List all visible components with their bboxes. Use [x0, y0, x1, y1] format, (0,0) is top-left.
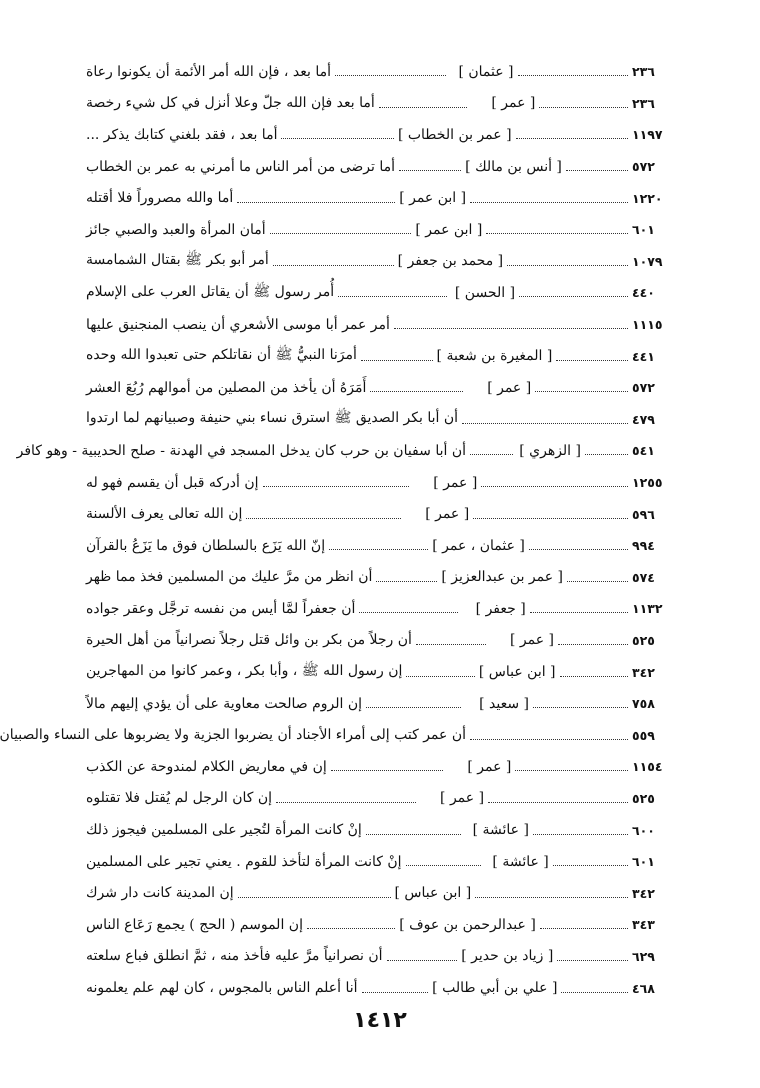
index-entry — [86, 277, 676, 309]
narrator-name: [ عمر ] — [433, 474, 478, 491]
index-entry — [86, 846, 676, 878]
dot-leader — [475, 897, 628, 898]
page-reference: ١١٣٢ — [632, 601, 663, 617]
narrator-name: [ علي بن أبي طالب ] — [432, 980, 558, 997]
dot-leader — [406, 865, 481, 866]
dot-leader — [329, 549, 428, 550]
page-reference: ٥٧٤ — [632, 569, 655, 585]
narrator-name: [ ابن عباس ] — [478, 664, 556, 681]
dot-leader — [561, 992, 628, 993]
hadith-text: أن رجلاً من بكر بن وائل قتل رجلاً نصرانياً من أهل الحيرة — [86, 632, 412, 649]
index-entry — [86, 909, 676, 941]
index-entry — [0, 719, 676, 751]
page-reference: ٤٤٠ — [632, 285, 655, 301]
hadith-text: أن عمر كتب إلى أمراء الأجناد أن يضربوا الجزية ولا يضربوها على النساء والصبيان — [0, 727, 466, 744]
dot-leader — [470, 739, 628, 740]
page-reference: ٥٩٦ — [632, 506, 655, 522]
dot-leader — [539, 107, 628, 108]
page-reference: ٤٧٩ — [632, 411, 655, 427]
dot-leader — [507, 265, 628, 266]
page-reference: ٤٤١ — [632, 348, 655, 364]
narrator-name: [ ابن عمر ] — [399, 190, 467, 207]
dot-leader — [566, 170, 628, 171]
page-reference: ١١٥٤ — [632, 759, 663, 775]
narrator-name: [ عثمان ] — [458, 63, 514, 80]
narrator-name: [ ابن عمر ] — [415, 221, 483, 238]
hadith-text: إن في معاريض الكلام لمندوحة عن الكذب — [86, 758, 327, 775]
dot-leader — [553, 865, 628, 866]
narrator-name: [ عائشة ] — [472, 822, 529, 839]
dot-leader — [362, 992, 429, 993]
narrator-name: [ المغيرة بن شعبة ] — [436, 348, 553, 365]
dot-leader — [281, 138, 393, 139]
hadith-text: إن المدينة كانت دار شرك — [86, 885, 234, 902]
index-entry — [86, 56, 676, 88]
hadith-text: أمان المرأة والعبد والصبي جائز — [86, 221, 266, 238]
page-reference: ٦٠١ — [632, 222, 655, 238]
hadith-text: أن أبا بكر الصديق ﷺ استرق نساء بني حنيفة وصبيانهم لما ارتدوا — [86, 410, 459, 427]
dot-leader — [238, 897, 391, 898]
page-reference: ١٢٢٠ — [632, 190, 663, 206]
page-reference: ٥٥٩ — [632, 727, 655, 743]
narrator-name: [ زياد بن حدير ] — [461, 948, 554, 965]
hadith-text: أن أبا سفيان بن حرب كان يدخل المسجد في الهدنة - صلح الحديبية - وهو كافر — [16, 442, 466, 459]
dot-leader — [529, 549, 628, 550]
dot-leader — [331, 770, 444, 771]
dot-leader — [361, 360, 433, 361]
dot-leader — [540, 928, 628, 929]
page-reference: ٢٣٦ — [632, 95, 655, 111]
page-reference: ٥٧٢ — [632, 380, 655, 396]
page-reference: ١١١٥ — [632, 317, 663, 333]
dot-leader — [481, 486, 628, 487]
dot-leader — [533, 707, 628, 708]
page-reference: ١٠٧٩ — [632, 253, 663, 269]
hadith-text: أن انظر من مرَّ عليك من المسلمين فخذ مما ظهر — [86, 569, 373, 586]
index-entry — [86, 498, 676, 530]
page-reference: ٥٧٢ — [632, 159, 655, 175]
index-entry — [86, 119, 676, 151]
hadith-text: أما بعد ، فقد بلغني كتابك يذكر ... — [86, 126, 278, 143]
dot-leader — [394, 328, 628, 329]
index-entry — [86, 562, 676, 594]
page-reference: ٥٤١ — [632, 443, 655, 459]
narrator-name: [ سعيد ] — [479, 695, 530, 712]
narrator-name: [ عمر ] — [425, 506, 470, 523]
page-reference: ١٢٥٥ — [632, 475, 663, 491]
hadith-text: أما بعد ، فإن الله أمر الأئمة أن يكونوا رعاة — [86, 63, 332, 80]
page-reference: ٢٣٦ — [632, 64, 655, 80]
dot-leader — [556, 360, 628, 361]
narrator-name: [ عمر ] — [467, 758, 512, 775]
dot-leader — [486, 233, 628, 234]
dot-leader — [557, 960, 628, 961]
dot-leader — [359, 612, 457, 613]
dot-leader — [379, 107, 468, 108]
index-entry — [86, 941, 676, 973]
index-entry — [86, 688, 676, 720]
dot-leader — [516, 138, 628, 139]
dot-leader — [387, 960, 458, 961]
hadith-text: أما والله مصروراً فلا أقتله — [86, 190, 234, 207]
dot-leader — [263, 486, 410, 487]
hadith-text: إن الله تعالى يعرف الألسنة — [86, 506, 243, 523]
dot-leader — [276, 802, 416, 803]
hadith-text: إنْ كانت المرأة لتُجير على المسلمين فيجوز ذلك — [86, 822, 362, 839]
dot-leader — [399, 170, 461, 171]
narrator-name: [ عمر ] — [440, 790, 485, 807]
page-reference: ٣٤٣ — [632, 917, 655, 933]
dot-leader — [560, 676, 628, 677]
dot-leader — [470, 202, 628, 203]
dot-leader — [335, 75, 446, 76]
index-entry — [86, 340, 676, 372]
index-entry — [86, 625, 676, 657]
dot-leader — [535, 391, 628, 392]
page-reference: ٦٢٩ — [632, 948, 655, 964]
hadith-text: إن أدركه قبل أن يقسم فهو له — [86, 474, 259, 491]
narrator-name: [ الزهري ] — [519, 442, 581, 459]
narrator-name: [ عائشة ] — [492, 853, 549, 870]
index-entry — [86, 151, 676, 183]
hadith-text: أنا أعلم الناس بالمجوس ، كان لهم علم يعلمونه — [86, 980, 358, 997]
dot-leader — [416, 644, 486, 645]
narrator-name: [ أنس بن مالك ] — [465, 158, 562, 175]
index-entry — [86, 467, 676, 499]
dot-leader — [406, 676, 474, 677]
page-reference: ٧٥٨ — [632, 696, 655, 712]
dot-leader — [270, 233, 412, 234]
index-entry — [86, 372, 676, 404]
index-entry — [86, 309, 676, 341]
index-entry — [86, 593, 676, 625]
hadith-text: إنّ الله يَزَع بالسلطان فوق ما يَزَعُ بالقرآن — [86, 537, 326, 554]
hadith-text: أُمر رسول ﷺ أن يقاتل العرب على الإسلام — [86, 283, 335, 300]
narrator-name: [ جعفر ] — [475, 600, 526, 617]
dot-leader — [237, 202, 395, 203]
index-entry — [86, 246, 676, 278]
page-reference: ١١٩٧ — [632, 127, 663, 143]
dot-leader — [470, 454, 513, 455]
narrator-name: [ عبدالرحمن بن عوف ] — [399, 916, 536, 933]
dot-leader — [273, 265, 394, 266]
narrator-name: [ عمر ] — [487, 379, 532, 396]
page-number: ١٤١٢ — [353, 1008, 407, 1033]
dot-leader — [366, 834, 461, 835]
index-entry — [86, 404, 676, 436]
dot-leader — [519, 296, 628, 297]
dot-leader — [307, 928, 395, 929]
page-reference: ٥٢٥ — [632, 632, 655, 648]
dot-leader — [515, 770, 628, 771]
page-reference: ٦٠١ — [632, 854, 655, 870]
dot-leader — [567, 581, 628, 582]
dot-leader — [246, 518, 401, 519]
dot-leader — [473, 518, 628, 519]
hadith-index-list — [0, 56, 676, 1004]
index-entry — [86, 751, 676, 783]
dot-leader — [558, 644, 628, 645]
hadith-text: أَمَرَهُ أن يأخذ من المصلين من أموالهم رُبُعَ العشر — [86, 379, 367, 396]
hadith-text: أما ترضى من أمر الناس ما أمرني به عمر بن الخطاب — [86, 158, 396, 175]
index-entry — [86, 88, 676, 120]
index-entry — [86, 814, 676, 846]
dot-leader — [376, 581, 437, 582]
index-entry — [86, 783, 676, 815]
page-reference: ٦٠٠ — [632, 822, 655, 838]
narrator-name: [ عمر ] — [509, 632, 554, 649]
dot-leader — [533, 834, 628, 835]
dot-leader — [530, 612, 628, 613]
dot-leader — [518, 75, 629, 76]
hadith-text: إن الروم صالحت معاوية على أن يؤدي إليهم مالاً — [86, 695, 363, 712]
narrator-name: [ ابن عباس ] — [394, 885, 472, 902]
index-entry — [86, 530, 676, 562]
hadith-text: إن الموسم ( الحج ) يجمع رَعَاع الناس — [86, 916, 303, 933]
hadith-text: أن جعفراً لمَّا أيس من نفسه ترجَّل وعقر جواده — [86, 600, 356, 617]
dot-leader — [488, 802, 628, 803]
hadith-text: إنْ كانت المرأة لتأخذ للقوم . يعني تجير على المسلمين — [86, 853, 402, 870]
dot-leader — [585, 454, 628, 455]
page-reference: ٩٩٤ — [632, 538, 655, 554]
hadith-text: إن رسول الله ﷺ ، وأبا بكر ، وعمر كانوا من المهاجرين — [86, 663, 403, 680]
index-entry — [16, 435, 676, 467]
hadith-text: أمرَنا النبيُّ ﷺ أن نقاتلكم حتى تعبدوا الله وحده — [86, 347, 357, 364]
narrator-name: [ محمد بن جعفر ] — [397, 253, 504, 270]
narrator-name: [ عمر ] — [491, 95, 536, 112]
hadith-text: أمر أبو بكر ﷺ بقتال الشمامسة — [86, 252, 269, 269]
hadith-text: أما بعد فإن الله جلّ وعلا أنزل في كل شيء رخصة — [86, 95, 375, 112]
hadith-text: إن كان الرجل لم يُقتل فلا تقتلوه — [86, 790, 273, 807]
dot-leader — [370, 391, 463, 392]
index-entry — [86, 656, 676, 688]
index-entry — [86, 877, 676, 909]
narrator-name: [ عمر بن عبدالعزيز ] — [441, 569, 564, 586]
narrator-name: [ عثمان ، عمر ] — [432, 537, 525, 554]
hadith-text: أمر عمر أبا موسى الأشعري أن ينصب المنجنيق عليها — [86, 316, 390, 333]
dot-leader — [462, 423, 628, 424]
dot-leader — [338, 296, 447, 297]
page-reference: ٤٦٨ — [632, 980, 655, 996]
index-entry — [86, 972, 676, 1004]
index-entry — [86, 214, 676, 246]
page-reference: ٥٢٥ — [632, 790, 655, 806]
narrator-name: [ عمر بن الخطاب ] — [397, 126, 512, 143]
hadith-text: أن نصرانياً مرَّ عليه فأخذ منه ، ثمَّ انطلق فباع سلعته — [86, 948, 383, 965]
dot-leader — [366, 707, 461, 708]
page-reference: ٣٤٢ — [632, 885, 655, 901]
page-reference: ٣٤٢ — [632, 664, 655, 680]
narrator-name: [ الحسن ] — [454, 284, 516, 301]
index-entry — [86, 182, 676, 214]
